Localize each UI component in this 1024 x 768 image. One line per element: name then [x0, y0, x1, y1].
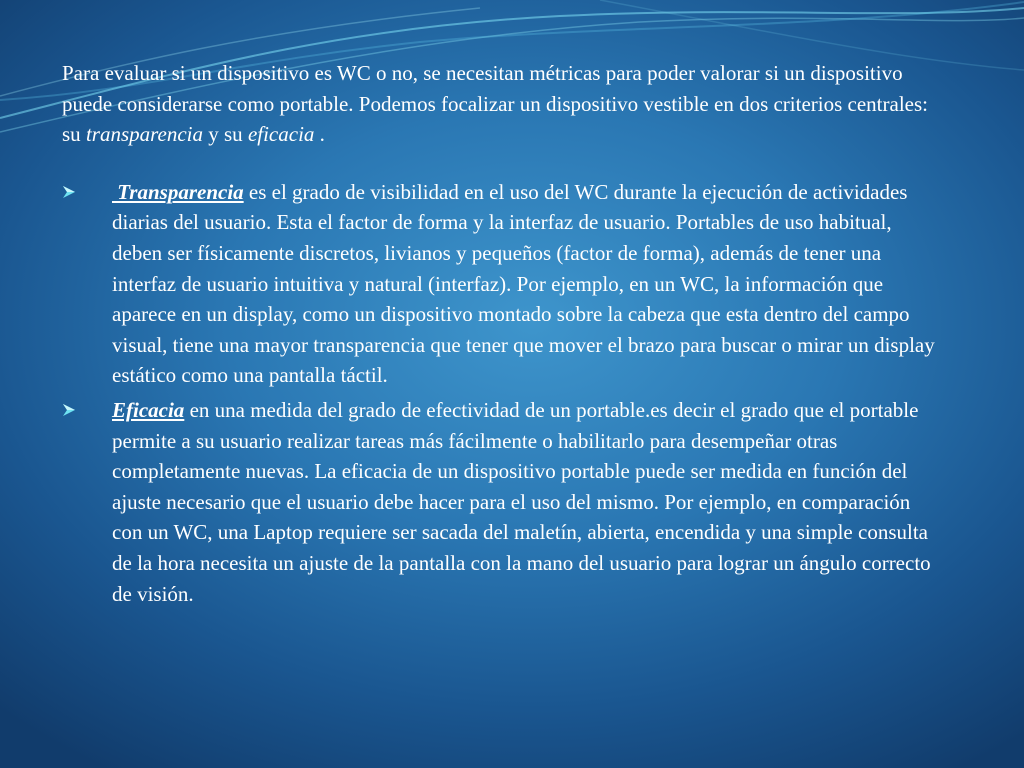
- bullet-text-transparencia: es el grado de visibilidad en el uso del WC durante la ejecución de actividades diarias del usuario. Esta el factor de forma y la interfaz de usuario. Portables de uso habitual, deben ser físicamente discretos, livianos y pequeños (factor de forma), además de tener una interfaz de usuario intuitiva y natural (interfaz). Por ejemplo, en un WC, la información que aparece en un display, como un dispositivo montado sobre la cabeza que esta dentro del campo visual, tiene una mayor transparencia que tener que mover el brazo para buscar o mirar un display estático como una pantalla táctil.: [112, 179, 935, 388]
- term-eficacia: Eficacia: [112, 397, 185, 422]
- intro-text-3: .: [314, 122, 325, 147]
- bullet-transparencia: [62, 177, 942, 391]
- bullet-text-eficacia: en una medida del grado de efectividad de un portable.es decir el grado que el portable permite a su usuario realizar tareas más fácilmente o habilitarlo para desempeñar otras completamente nuevas. La eficacia de un dispositivo portable puede ser medida en función del ajuste necesario que el usuario debe hacer para el uso del mismo. Por ejemplo, en comparación con un WC, una Laptop requiere ser sacada del maletín, abierta, encendida y una simple consulta de la hora necesita un ajuste de la pantalla con la mano del usuario para lograr un ángulo correcto de visión.: [112, 397, 931, 606]
- intro-text-1: Para evaluar si un dispositivo es WC o no, se necesitan métricas para poder valorar si un dispositivo puede considerarse como portable. Podemos focalizar un dispositivo vestible en dos criterios centrales: su: [62, 61, 928, 147]
- bullet-eficacia: [62, 395, 942, 609]
- arrow-bullet-icon: [62, 185, 76, 199]
- intro-paragraph: [62, 58, 942, 150]
- intro-term-transparencia: transparencia: [85, 122, 203, 147]
- arrow-bullet-icon: [62, 403, 76, 417]
- term-transparencia: Transparencia: [112, 179, 244, 204]
- bullet-list: [62, 177, 942, 609]
- intro-text-2: y su: [203, 122, 248, 147]
- intro-term-eficacia: eficacia: [247, 122, 315, 147]
- slide-body: [62, 58, 942, 613]
